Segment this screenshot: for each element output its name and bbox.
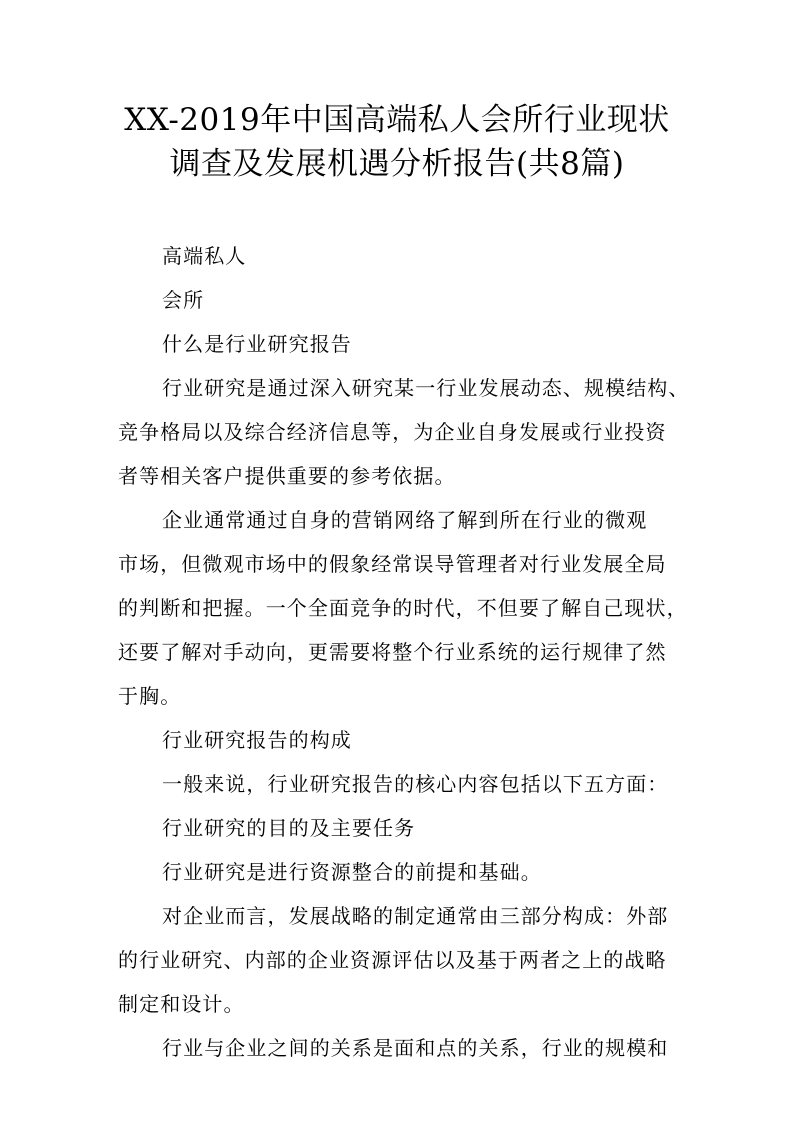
document-title-line-1: XX-2019年中国高端私人会所行业现状 [124,102,670,138]
body-line: 行业研究的目的及主要任务 [162,816,416,840]
body-line: 会所 [162,288,205,312]
body-line: 者等相关客户提供重要的参考依据。 [118,464,456,488]
body-line: 还要了解对手动向，更需要将整个行业系统的运行规律了然 [118,640,667,664]
body-line: 行业研究是进行资源整合的前提和基础。 [162,860,542,884]
body-line: 于胸。 [118,684,182,708]
body-line: 的行业研究、内部的企业资源评估以及基于两者之上的战略 [118,948,667,972]
body-line: 行业研究是通过深入研究某一行业发展动态、规模结构、 [162,376,690,400]
body-line: 什么是行业研究报告 [162,332,352,356]
body-line: 制定和设计。 [118,992,245,1016]
document-title-line-2: 调查及发展机遇分析报告(共8篇) [169,146,625,182]
body-line: 一般来说，行业研究报告的核心内容包括以下五方面： [162,772,669,796]
body-line: 的判断和把握。一个全面竞争的时代，不但要了解自己现状， [118,596,688,620]
body-line: 高端私人 [162,244,247,268]
body-line: 对企业而言，发展战略的制定通常由三部分构成：外部 [162,904,669,928]
body-line: 市场，但微观市场中的假象经常误导管理者对行业发展全局 [118,552,667,576]
body-line: 行业研究报告的构成 [162,728,352,752]
document-body [118,234,690,1070]
body-line: 行业与企业之间的关系是面和点的关系，行业的规模和 [162,1036,669,1060]
body-line: 企业通常通过自身的营销网络了解到所在行业的微观 [162,508,648,532]
body-line: 竞争格局以及综合经济信息等，为企业自身发展或行业投资 [118,420,667,444]
